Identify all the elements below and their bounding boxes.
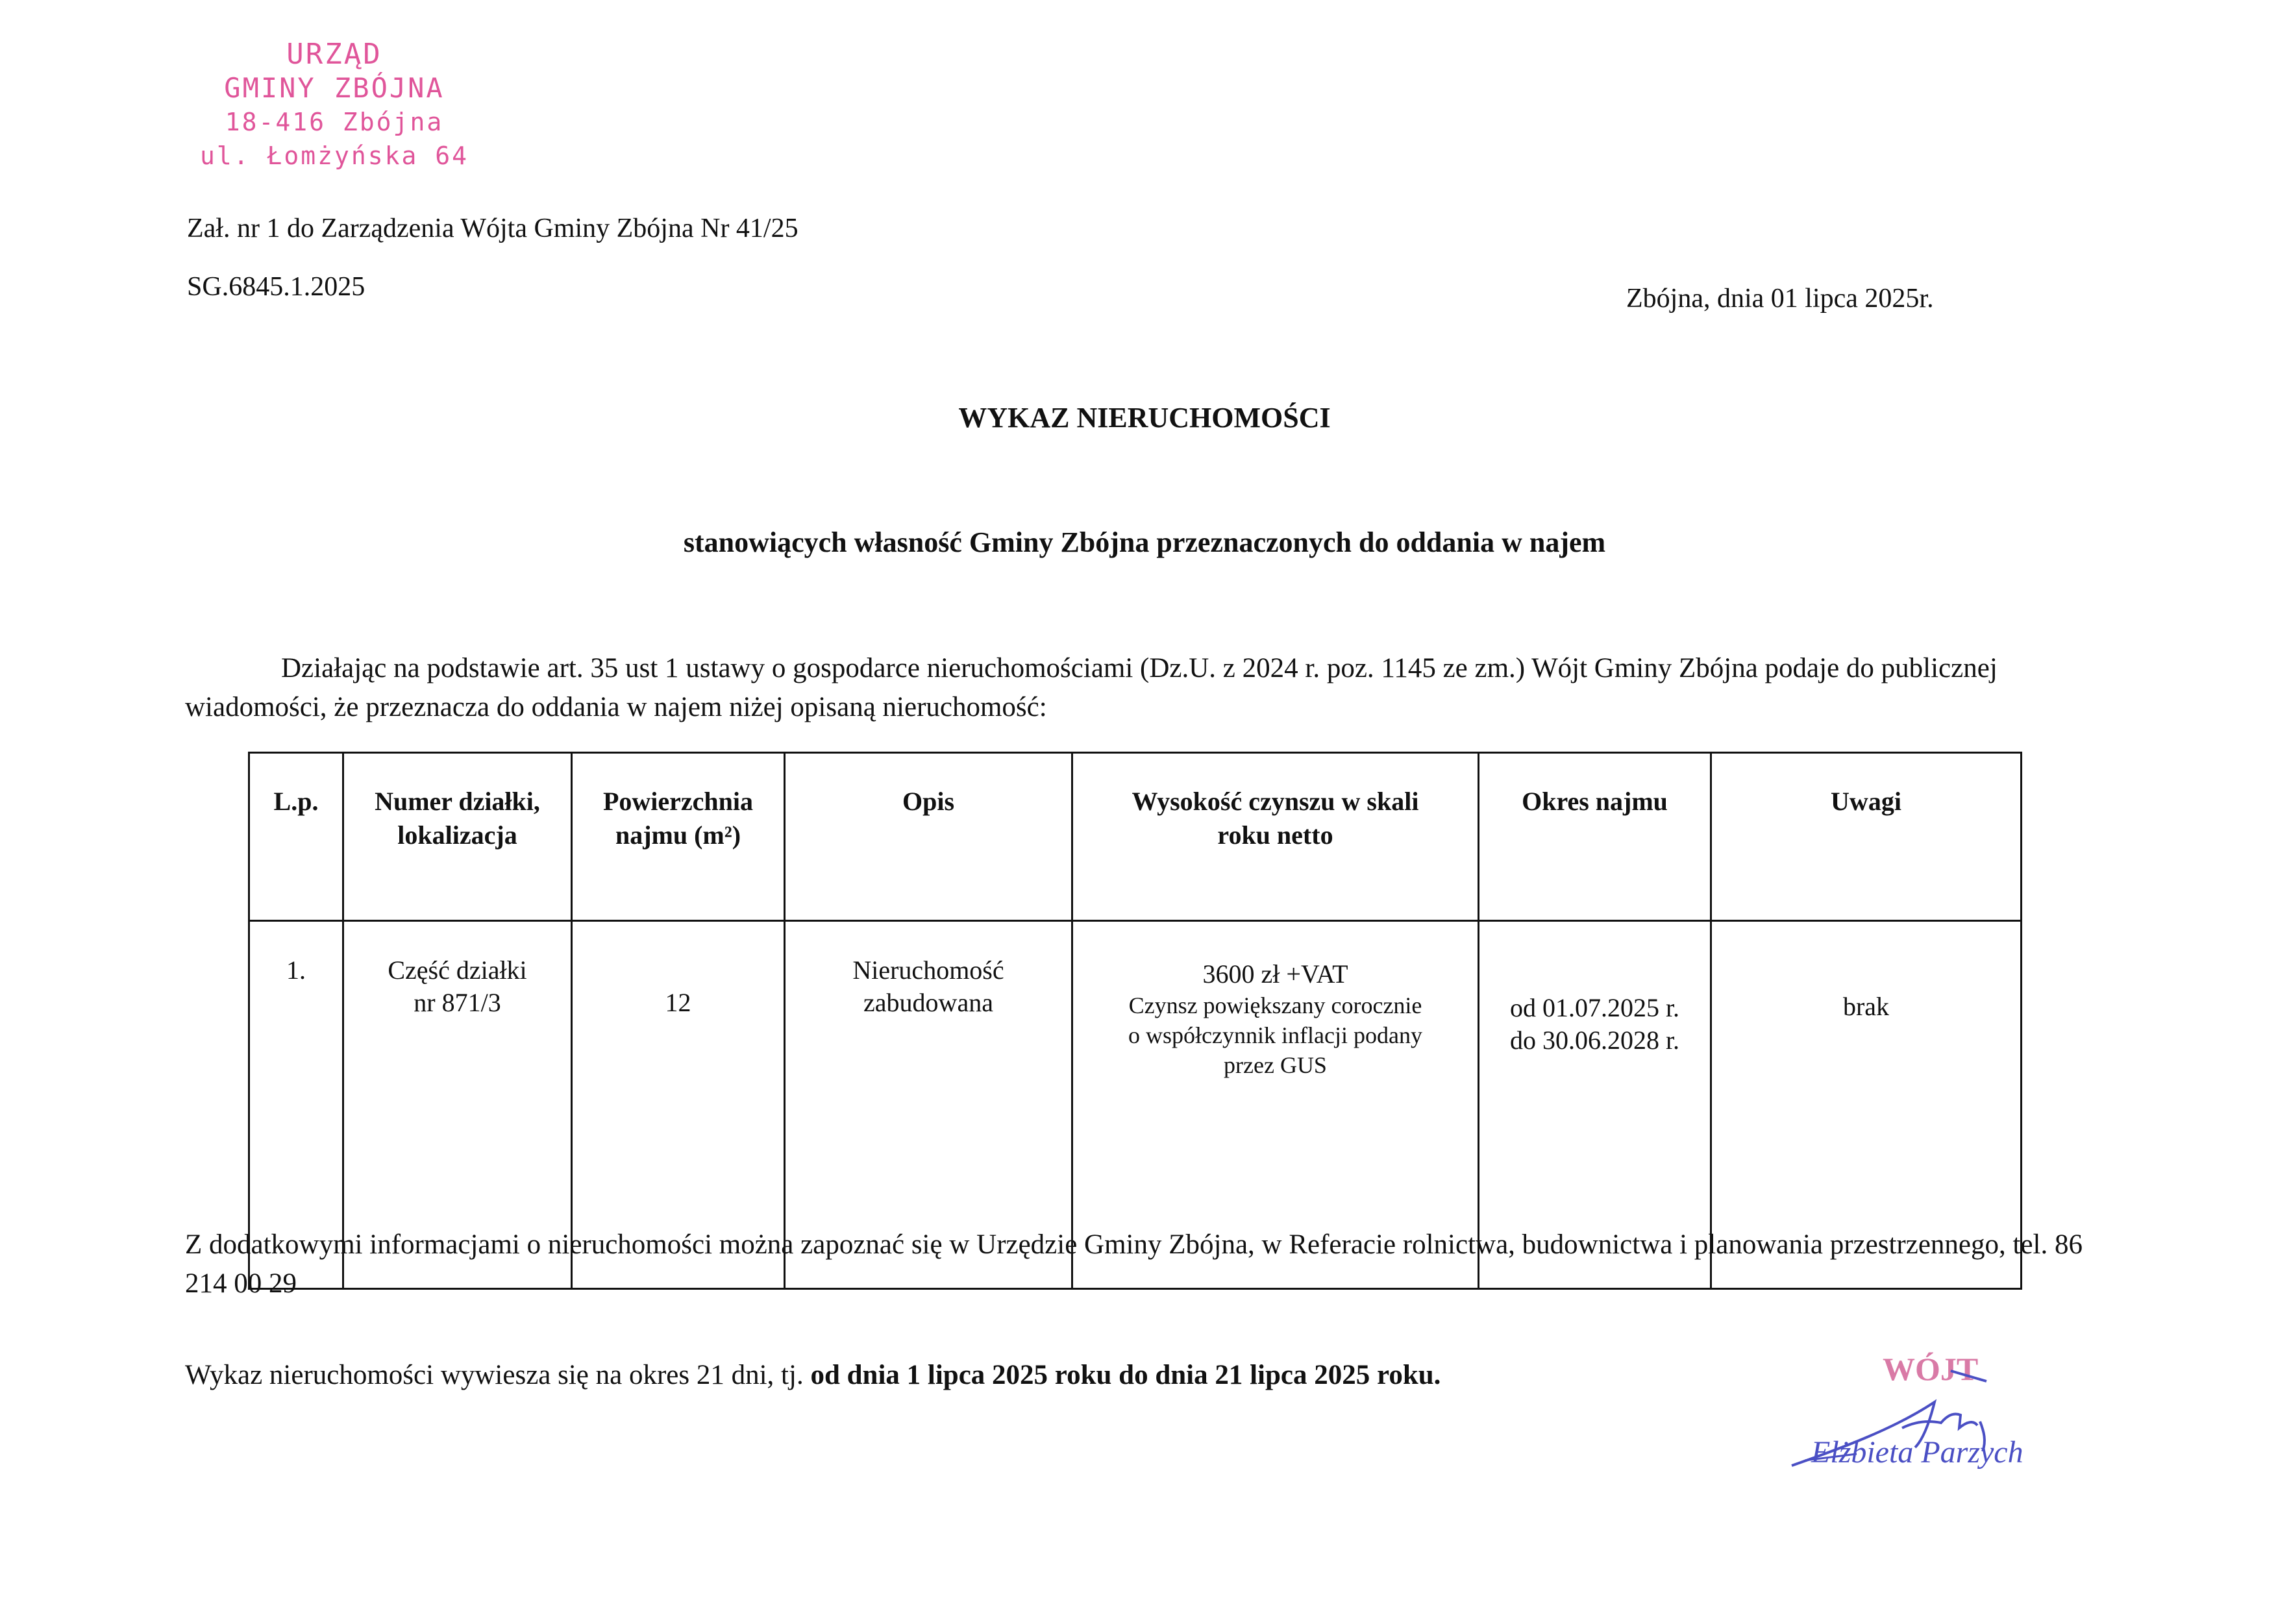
office-stamp (188, 38, 480, 173)
rent-amount: 3600 zł +VAT (1202, 959, 1348, 989)
header-notes: Uwagi (1711, 753, 2022, 921)
stamp-line-street: ul. Łomżyńska 64 (199, 141, 469, 170)
cell-area: 12 (572, 921, 785, 1289)
cell-lp: 1. (249, 921, 343, 1289)
place-and-date: Zbójna, dnia 01 lipca 2025r. (1626, 284, 1934, 314)
rent-note-line: przez GUS (1224, 1052, 1327, 1078)
table-header-row (249, 753, 2022, 921)
rent-note-line: Czynsz powiększany corocznie (1128, 992, 1422, 1018)
cell-description: Nieruchomość zabudowana (785, 921, 1072, 1289)
property-table (248, 752, 2022, 1290)
signatory-name: Elżbieta Parzych (1811, 1435, 2023, 1470)
header-lp: L.p. (249, 753, 343, 921)
header-area: Powierzchnia najmu (m²) (572, 753, 785, 921)
document-title: WYKAZ NIERUCHOMOŚCI (958, 402, 1331, 434)
stamp-line-office: URZĄD (286, 38, 382, 71)
info-paragraph: Z dodatkowymi informacjami o nieruchomości można zapoznać się w Urzędzie Gminy Zbójna, w Referacie rolnictwa, budownictwa i planowania przestrzennego, tel. 86 214 00 29 (185, 1229, 2083, 1299)
cell-period: od 01.07.2025 r. do 30.06.2028 r. (1479, 921, 1711, 1289)
case-number: SG.6845.1.2025 (187, 272, 365, 302)
posting-dates: od dnia 1 lipca 2025 roku do dnia 21 lipca 2025 roku. (810, 1360, 1441, 1390)
attachment-reference: Zał. nr 1 do Zarządzenia Wójta Gminy Zbójna Nr 41/25 (187, 214, 798, 243)
handwritten-signature (1766, 1350, 2077, 1493)
posting-period (185, 1359, 1441, 1391)
signature-block (1766, 1350, 2077, 1493)
rent-note-line: o współczynnik inflacji podany (1128, 1022, 1422, 1048)
signature-title: WÓJT (1883, 1351, 1979, 1387)
document-subtitle: stanowiących własność Gminy Zbójna przeznaczonych do oddania w najem (683, 526, 1606, 558)
header-description: Opis (785, 753, 1072, 921)
header-period: Okres najmu (1479, 753, 1711, 921)
stamp-line-postal: 18-416 Zbójna (225, 108, 444, 136)
header-parcel: Numer działki, lokalizacja (343, 753, 572, 921)
cell-parcel: Część działki nr 871/3 (343, 921, 572, 1289)
header-rent: Wysokość czynszu w skali roku netto (1072, 753, 1479, 921)
posting-prefix: Wykaz nieruchomości wywiesza się na okres 21 dni, tj. (185, 1360, 811, 1390)
intro-paragraph: Działając na podstawie art. 35 ust 1 ustawy o gospodarce nieruchomościami (Dz.U. z 2024 r. poz. 1145 ze zm.) Wójt Gminy Zbójna podaje do publicznej wiadomości, że przeznacza do oddania w najem niżej opisaną nieruchomość: (185, 653, 1998, 722)
cell-notes: brak (1711, 921, 2022, 1289)
stamp-line-municipality: GMINY ZBÓJNA (224, 72, 445, 104)
